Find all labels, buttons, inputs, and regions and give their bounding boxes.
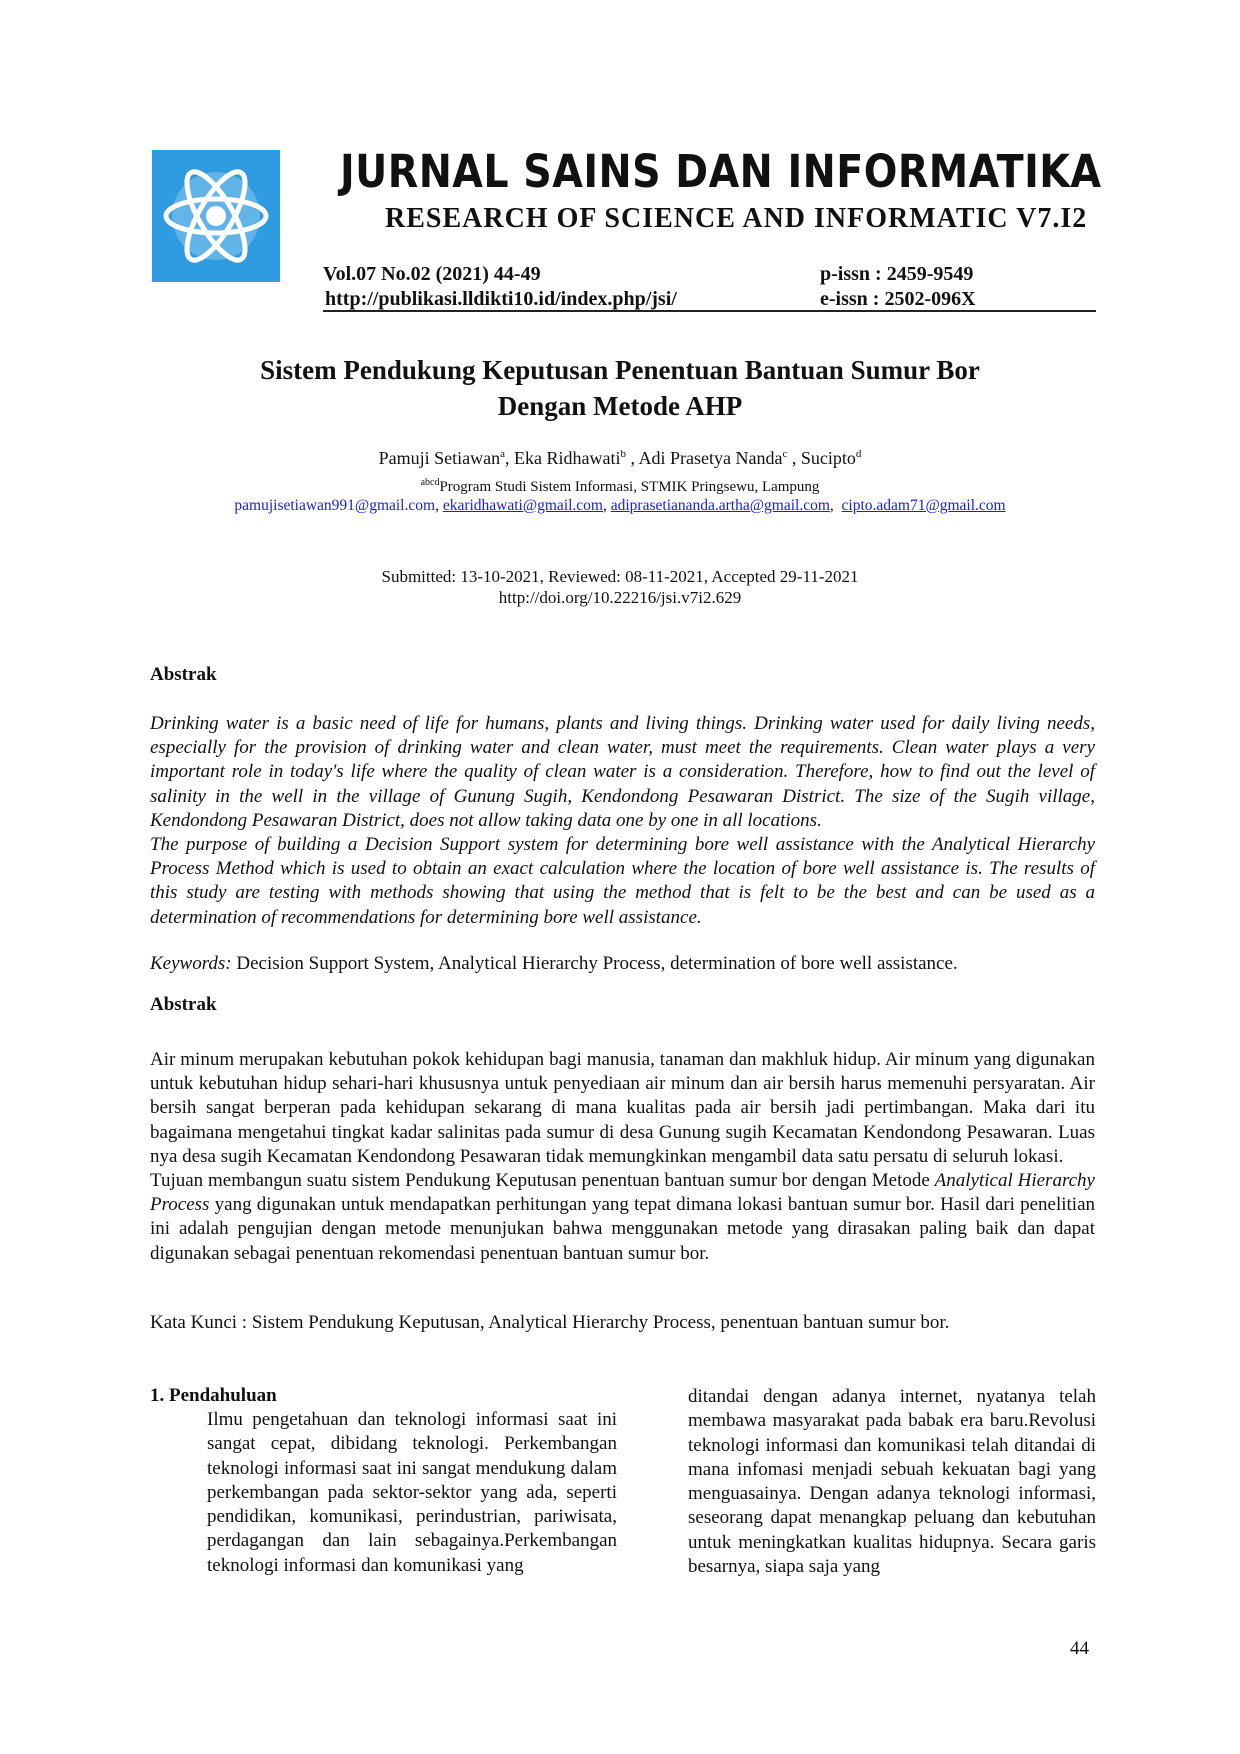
email-link[interactable]: adiprasetiananda.artha@gmail.com [610, 497, 830, 514]
author-list: Pamuji Setiawan$^a$, Eka Ridhawati$^b$ , Adi Prasetya Nanda$^c$ , Sucipto$^d$ [378, 448, 862, 468]
journal-logo [152, 150, 280, 282]
abstract-id-text: Tujuan membangun suatu sistem Pendukung Keputusan penentuan bantuan sumur bor dengan Metode [150, 1170, 935, 1192]
author-emails: pamujisetiawan991@gmail.com, ekaridhawati@gmail.com, adiprasetiananda.artha@gmail.com, cipto.adam71@gmail.com [234, 497, 1006, 514]
abstract-id-body [150, 1048, 1095, 1266]
journal-volume: Vol.07 No.02 (2021) 44-49 [323, 263, 541, 285]
author-name: Pamuji Setiawan [378, 448, 501, 468]
page-number: 44 [1070, 1638, 1089, 1659]
abstract-id-text: yang digunakan untuk mendapatkan perhitungan yang tepat dimana lokasi bantuan sumur bor. Hasil dari penelitian ini adalah pengujian dengan metode menunjukan bahwa menggunakan metode yang dirasakan paling baik dan dapat digunakan sebagai penentuan rekomendasi penentuan bantuan sumur bor. [150, 1194, 1095, 1264]
email-link[interactable]: pamujisetiawan991@gmail.com [234, 497, 436, 514]
intro-heading: 1. Pendahuluan [150, 1385, 277, 1406]
author-name: Sucipto [800, 448, 856, 468]
abstract-en-heading: Abstrak [150, 664, 217, 685]
email-link[interactable]: cipto.adam71@gmail.com [841, 497, 1006, 514]
atom-logo-icon [152, 150, 280, 282]
abstract-id-paragraph [150, 1169, 1095, 1266]
author-name: Eka Ridhawati [514, 448, 621, 468]
abstract-id-heading: Abstrak [150, 994, 217, 1015]
journal-title: JURNAL SAINS DAN INFORMATIKA [340, 145, 1102, 198]
journal-p-issn: p-issn : 2459-9549 [820, 263, 974, 285]
keywords-en-text: Decision Support System, Analytical Hierarchy Process, determination of bore well assistance. [236, 953, 958, 974]
journal-url[interactable]: http://publikasi.lldikti10.id/index.php/jsi/ [325, 288, 677, 310]
author-sup: c [782, 448, 788, 460]
doi-link[interactable]: http://doi.org/10.22216/jsi.v7i2.629 [498, 588, 742, 607]
email-link[interactable]: ekaridhawati@gmail.com [442, 497, 603, 514]
affiliation-text: Program Studi Sistem Informasi, STMIK Pringsewu, Lampung [439, 479, 820, 495]
abstract-en-paragraph: Drinking water is a basic need of life for humans, plants and living things. Drinking water used for daily living needs, especially for the provision of drinking water and clean water, must meet the requirements. Clean water plays a very important role in today's life where the quality of clean water is a consideration. Therefore, how to find out the level of salinity in the well in the village of Gunung Sugih, Kendondong Pesawaran District. The size of the Sugih village, Kendondong Pesawaran District, does not allow taking data one by one in all locations. [150, 713, 1095, 831]
abstract-id-paragraph: Air minum merupakan kebutuhan pokok kehidupan bagi manusia, tanaman dan makhluk hidup. Air minum yang digunakan untuk kebutuhan hidup sehari-hari khususnya untuk penyediaan air minum dan air bersih harus memenuhi persyaratan. Air bersih sangat berperan pada kehidupan sekarang di mana kualitas pada air bersih jadi pertimbangan. Maka dari itu bagaimana mengetahui tingkat kadar salinitas pada sumur di desa Gunung sugih Kecamatan Kendondong Pesawaran. Luas nya desa sugih Kecamatan Kendondong Pesawaran tidak memungkinkan mengambil data satu persatu di seluruh lokasi. [150, 1049, 1095, 1167]
intro-right-column: ditandai dengan adanya internet, nyatanya telah membawa masyarakat pada babak era baru.Revolusi teknologi informasi dan komunikasi telah ditandai di mana infomasi menjadi sebuah kekuatan bagi yang menguasainya. Dengan adanya teknologi informasi, seseorang dapat menangkap peluang dan kebutuhan untuk meningkatkan kualitas hidupnya. Secara garis besarnya, siapa saja yang [688, 1386, 1096, 1578]
intro-left-column: Ilmu pengetahuan dan teknologi informasi saat ini sangat cepat, dibidang teknologi. Perkembangan teknologi informasi saat ini sangat mendukung dalam perkembangan pada sektor-sektor yang ada, seperti pendidikan, komunikasi, perindustrian, pariwisata, perdagangan dan lain sebagainya.Perkembangan teknologi informasi dan komunikasi yang [207, 1409, 617, 1576]
journal-e-issn: e-issn : 2502-096X [820, 288, 976, 310]
author-sup: a [500, 448, 505, 460]
header-divider [323, 310, 1096, 312]
paper-title-line-2: Dengan Metode AHP [497, 391, 743, 421]
paper-title-line-1: Sistem Pendukung Keputusan Penentuan Bantuan Sumur Bor [260, 355, 980, 385]
keywords-id: Kata Kunci : Sistem Pendukung Keputusan, Analytical Hierarchy Process, penentuan bantuan sumur bor. [150, 1312, 950, 1333]
affiliation-sup: abcd [420, 477, 440, 488]
keywords-en-label: Keywords: [150, 953, 232, 974]
journal-subtitle: RESEARCH OF SCIENCE AND INFORMATIC V7.I2 [385, 203, 1088, 234]
submission-dates: Submitted: 13-10-2021, Reviewed: 08-11-2021, Accepted 29-11-2021 [381, 567, 859, 586]
keywords-en [150, 953, 1095, 975]
abstract-id-italic: Analytical Hierarchy Process [150, 1170, 1095, 1216]
abstract-en-body [150, 712, 1095, 930]
abstract-en-paragraph: The purpose of building a Decision Support system for determining bore well assistance with the Analytical Hierarchy Process Method which is used to obtain an exact calculation where the location of bore well assistance is. The results of this study are testing with methods showing that using the method that is felt to be the best and can be used as a determination of recommendations for determining bore well assistance. [150, 834, 1095, 928]
author-name: Adi Prasetya Nanda [638, 448, 783, 468]
affiliation [150, 477, 1090, 496]
author-sup: d [855, 448, 862, 460]
paper-title [150, 352, 1090, 424]
author-sup: b [620, 448, 626, 460]
